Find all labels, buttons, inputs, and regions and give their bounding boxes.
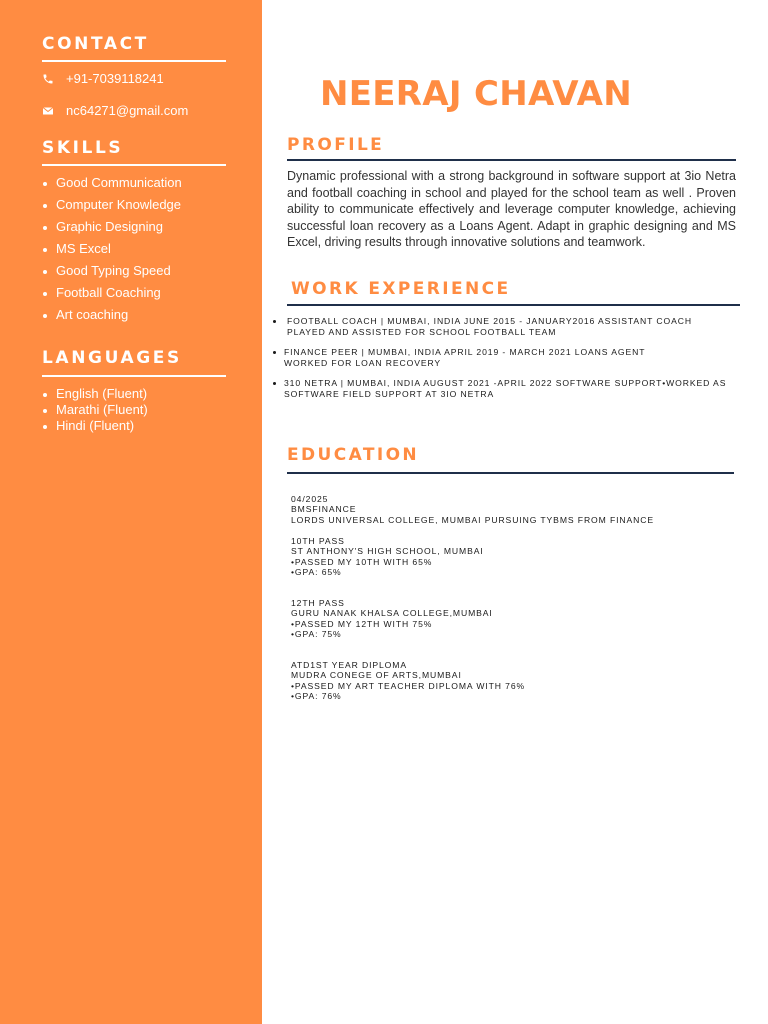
education-divider [287, 472, 734, 474]
email-address[interactable]: nc64271@gmail.com [66, 103, 189, 118]
education-degree: 12TH PASS [291, 598, 345, 608]
education-institution: ST ANTHONY'S HIGH SCHOOL, MUMBAI [291, 546, 484, 557]
work-item-title: FINANCE PEER | MUMBAI, INDIA APRIL 2019 - MARCH 2021 LOANS AGENT [284, 347, 646, 357]
skill-item: Football Coaching [42, 285, 182, 307]
education-entry [291, 598, 731, 640]
education-degree: 10TH PASS [291, 536, 345, 546]
phone-row [42, 71, 164, 86]
language-item: English (Fluent) [42, 386, 148, 402]
skill-item: Good Communication [42, 175, 182, 197]
mail-icon [42, 105, 54, 117]
work-experience-divider [287, 304, 740, 306]
work-item [272, 347, 742, 368]
education-gpa: •GPA: 65% [291, 567, 342, 578]
education-institution: LORDS UNIVERSAL COLLEGE, MUMBAI PURSUING TYBMS FROM FINANCE [291, 514, 655, 525]
work-item-title: 310 NETRA | MUMBAI, INDIA AUGUST 2021 -APRIL 2022 SOFTWARE SUPPORT•WORKED AS [284, 378, 727, 388]
skill-item: MS Excel [42, 241, 182, 263]
education-heading: EDUCATION [287, 445, 420, 465]
language-item: Hindi (Fluent) [42, 418, 148, 434]
work-experience-list [272, 316, 742, 399]
work-experience-heading: WORK EXPERIENCE [291, 279, 511, 299]
contact-divider [42, 60, 226, 62]
skills-list [42, 175, 182, 329]
education-institution: MUDRA CONEGE OF ARTS,MUMBAI [291, 670, 462, 681]
contact-heading: CONTACT [42, 34, 149, 54]
person-name: NEERAJ CHAVAN [320, 74, 632, 114]
languages-heading: LANGUAGES [42, 348, 182, 368]
education-detail: •PASSED MY 10TH WITH 65% [291, 556, 433, 567]
email-row [42, 103, 188, 118]
languages-list [42, 386, 148, 434]
work-item [272, 316, 742, 337]
work-item-detail: PLAYED AND ASSISTED FOR SCHOOL FOOTBALL TEAM [287, 326, 557, 337]
phone-number[interactable]: +91-7039118241 [66, 71, 164, 86]
education-date: 04/2025 [291, 494, 329, 504]
profile-divider [287, 159, 736, 161]
profile-summary: Dynamic professional with a strong background in software support at 3io Netra and football coaching in school and played for the school team as well . Proven ability to communicate effectively and leverage computer knowledge, achieving successful loan recovery as a Loans Agent. Adapt in graphic designing and MS Excel, driving results through innovative solutions and teamwork. [287, 169, 736, 249]
languages-divider [42, 375, 226, 377]
education-entry [291, 660, 731, 702]
work-item-detail: WORKED FOR LOAN RECOVERY [284, 357, 442, 368]
phone-icon [42, 73, 54, 85]
profile-heading: PROFILE [287, 135, 385, 155]
work-item-title: FOOTBALL COACH | MUMBAI, INDIA JUNE 2015 - JANUARY2016 ASSISTANT COACH [287, 316, 692, 326]
education-entry [291, 494, 731, 525]
education-detail: •PASSED MY 12TH WITH 75% [291, 618, 433, 629]
education-degree: BMSFINANCE [291, 504, 357, 515]
education-gpa: •GPA: 76% [291, 691, 342, 702]
education-detail: •PASSED MY ART TEACHER DIPLOMA WITH 76% [291, 680, 526, 691]
education-entry [291, 536, 731, 578]
work-item-detail: SOFTWARE FIELD SUPPORT AT 3IO NETRA [284, 388, 495, 399]
education-institution: GURU NANAK KHALSA COLLEGE,MUMBAI [291, 608, 493, 619]
skill-item: Graphic Designing [42, 219, 182, 241]
skill-item: Good Typing Speed [42, 263, 182, 285]
education-gpa: •GPA: 75% [291, 629, 342, 640]
education-degree: ATD1ST YEAR DIPLOMA [291, 660, 407, 670]
language-item: Marathi (Fluent) [42, 402, 148, 418]
skill-item: Art coaching [42, 307, 182, 329]
sidebar [0, 0, 262, 1024]
skills-heading: SKILLS [42, 138, 124, 158]
work-item [272, 378, 742, 399]
skills-divider [42, 164, 226, 166]
skill-item: Computer Knowledge [42, 197, 182, 219]
